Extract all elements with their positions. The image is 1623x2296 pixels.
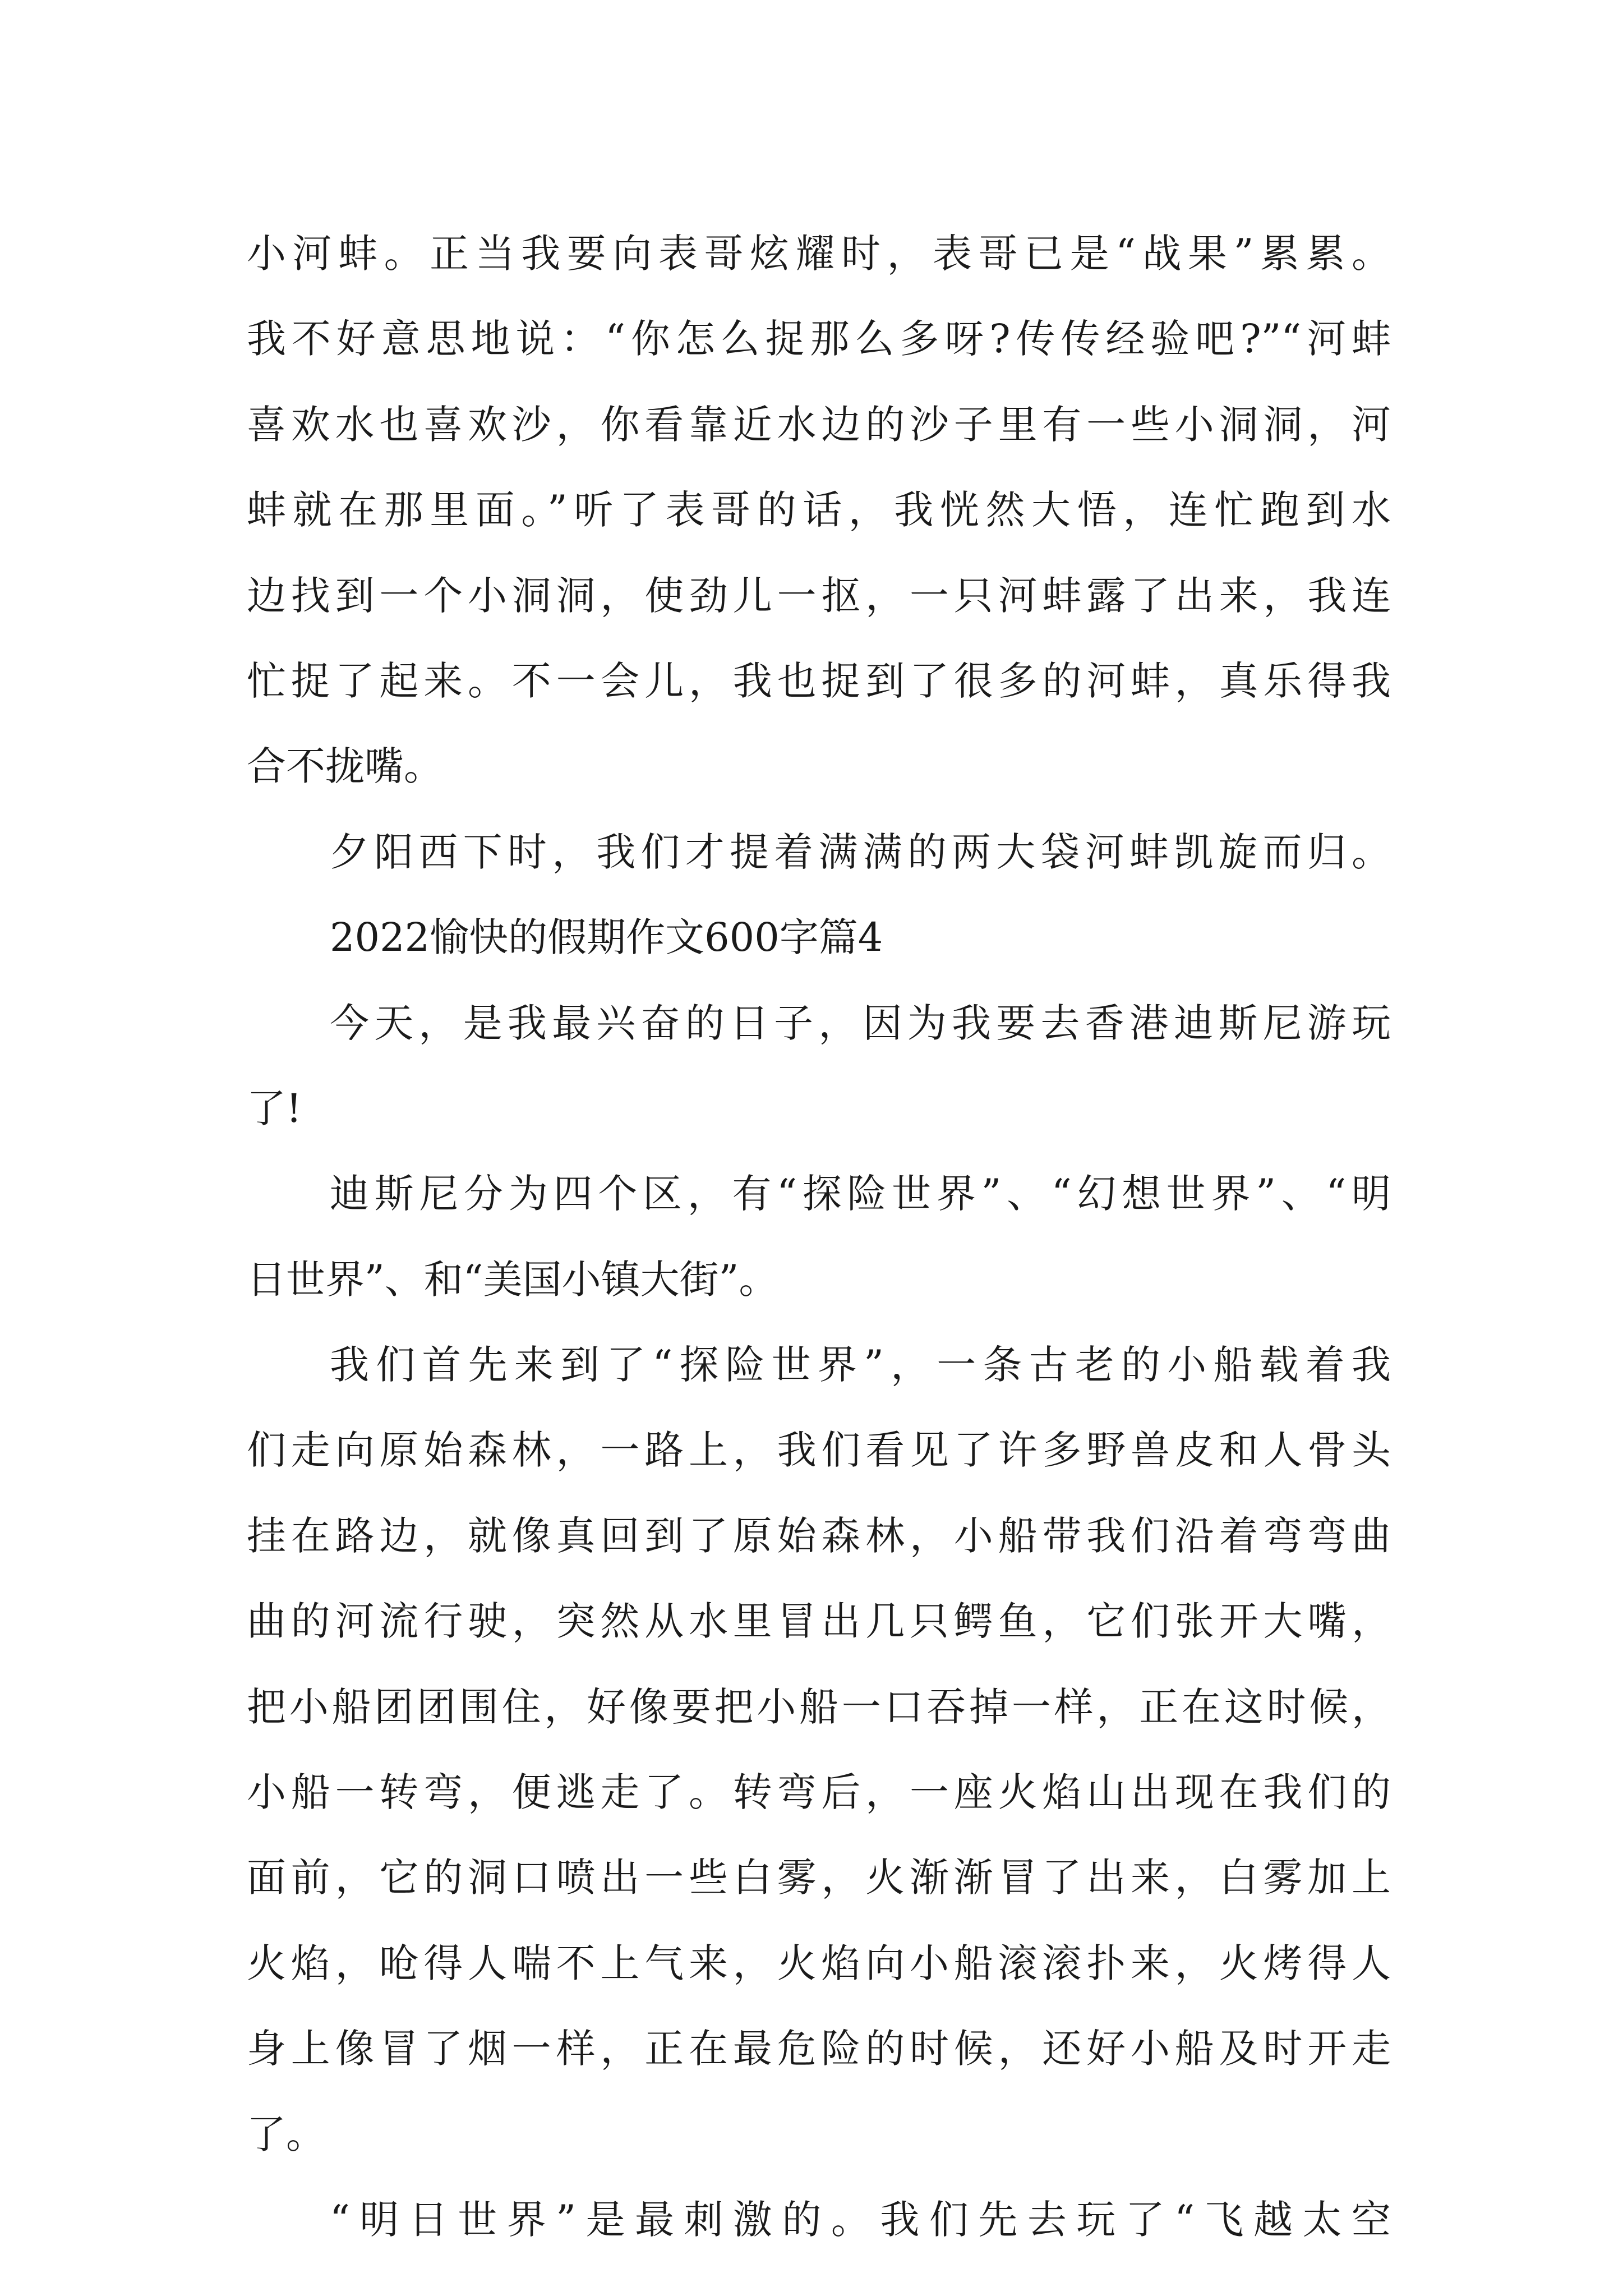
text-line: 我不好意思地说：“你怎么捉那么多呀?传传经验吧?”“河蚌 (247, 316, 1391, 362)
text-line: 挂在路边，就像真回到了原始森林，小船带我们沿着弯弯曲 (247, 1512, 1391, 1559)
text-line: 合不拢嘴。 (247, 743, 443, 790)
text-line: 们走向原始森林，一路上，我们看见了许多野兽皮和人骨头 (247, 1427, 1391, 1474)
paragraph-line: 今天，是我最兴奋的日子，因为我要去香港迪斯尼游玩 (330, 1000, 1391, 1046)
text-line: 面前，它的洞口喷出一些白雾，火渐渐冒了出来，白雾加上 (247, 1855, 1391, 1901)
text-line: 忙捉了起来。不一会儿，我也捉到了很多的河蚌，真乐得我 (247, 657, 1391, 704)
text-line: 边找到一个小洞洞，使劲儿一抠，一只河蚌露了出来，我连 (247, 572, 1391, 619)
paragraph-line: 夕阳西下时，我们才提着满满的两大袋河蚌凯旋而归。 (330, 829, 1391, 875)
body-text (247, 211, 1391, 2262)
paragraph-line: 我们首先来到了“探险世界”，一条古老的小船载着我 (330, 1342, 1391, 1388)
text-line: 蚌就在那里面。”听了表哥的话，我恍然大悟，连忙跑到水 (247, 487, 1391, 533)
text-line: 曲的河流行驶，突然从水里冒出几只鳄鱼，它们张开大嘴， (247, 1598, 1391, 1645)
text-line: 小船一转弯，便逃走了。转弯后，一座火焰山出现在我们的 (247, 1769, 1391, 1816)
text-line: 把小船团团围住，好像要把小船一口吞掉一样，正在这时候， (247, 1683, 1391, 1730)
paragraph-line: “明日世界”是最刺激的。我们先去玩了“飞越太空 (330, 2196, 1391, 2243)
text-line: 了! (247, 1085, 302, 1131)
text-line: 喜欢水也喜欢沙，你看靠近水边的沙子里有一些小洞洞，河 (247, 401, 1391, 448)
paragraph-line: 迪斯尼分为四个区，有“探险世界”、“幻想世界”、“明 (330, 1171, 1391, 1217)
text-line: 日世界”、和“美国小镇大街”。 (247, 1256, 778, 1303)
section-heading: 2022愉快的假期作文600字篇4 (330, 914, 883, 961)
text-line: 小河蚌。正当我要向表哥炫耀时，表哥已是“战果”累累。 (247, 231, 1391, 277)
text-line: 了。 (247, 2111, 325, 2157)
text-line: 火焰，呛得人喘不上气来，火焰向小船滚滚扑来，火烤得人 (247, 1940, 1391, 1986)
text-line: 身上像冒了烟一样，正在最危险的时候，还好小船及时开走 (247, 2026, 1391, 2072)
